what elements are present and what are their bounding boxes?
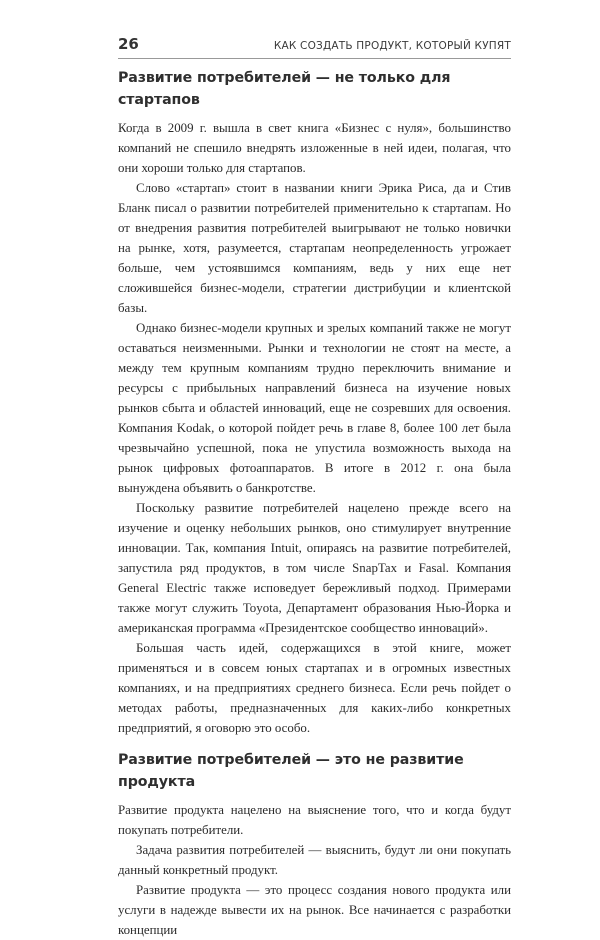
paragraph: Слово «стартап» стоит в названии книги Эрика Риса, да и Стив Бланк писал о развитии потребителей применительно к стартапам. Но от внедрения развития потребителей выигрывают не только новички на рынке, хотя, разумеется, стартапам неопределенность угрожает больше, чем устоявшимся компаниям, ведь у них еще нет сложившейся бизнес-модели, стратегии дистрибуции и клиентской базы. — [118, 181, 511, 315]
page-number: 26 — [118, 35, 139, 53]
section-not-product-development — [118, 749, 511, 940]
page-body — [118, 67, 511, 940]
paragraph: Однако бизнес-модели крупных и зрелых компаний также не могут оставаться неизменными. Рынки и технологии не стоят на месте, а между тем крупным компаниям трудно переключить внимание и ресурсы с прибыльных направлений бизнеса на изучение новых рынков сбыта и областей инноваций, еще не созревших для освоения. Компания Kodak, о которой пойдет речь в главе 8, более 100 лет была чрезвычайно успешной, пока не упустила возможность выхода на рынок цифровых фотоаппаратов. В итоге в 2012 г. она была вынуждена объявить о банкротстве. — [118, 321, 511, 495]
paragraph: Задача развития потребителей — выяснить, будут ли они покупать данный конкретный продукт. — [118, 843, 511, 877]
paragraph: Когда в 2009 г. вышла в свет книга «Бизнес с нуля», большинство компаний не спешило внедрять изложенные в ней идеи, полагая, что они хороши только для стартапов. — [118, 121, 511, 175]
section-heading: Развитие потребителей — не только для стартапов — [118, 70, 451, 108]
running-title: КАК СОЗДАТЬ ПРОДУКТ, КОТОРЫЙ КУПЯТ — [273, 40, 511, 52]
paragraph: Поскольку развитие потребителей нацелено прежде всего на изучение и оценку небольших рынков, оно стимулирует внутренние инновации. Так, компания Intuit, опираясь на развитие потребителей, запустила ряд продуктов, в том числе SnapTax и Fasal. Компания General Electric также исповедует бережливый подход. Примерами также могут служить Toyota, Департамент образования Нью-Йорка и американская программа «Президентское сообщество инноваций». — [118, 501, 511, 635]
section-heading: Развитие потребителей — это не развитие продукта — [118, 752, 464, 790]
page-header — [118, 35, 511, 55]
paragraph: Большая часть идей, содержащихся в этой книге, может применяться и в совсем юных стартапах и в огромных известных компаниях, и на предприятиях среднего бизнеса. Если речь пойдет о методах работы, предназначенных для каких-либо конкретных предприятий, я оговорю это особо. — [118, 641, 511, 735]
section-not-only-startups — [118, 67, 511, 738]
paragraph: Развитие продукта — это процесс создания нового продукта или услуги в надежде вывести их на рынок. Все начинается с разработки концепции — [118, 883, 511, 937]
header-divider — [118, 58, 511, 59]
paragraph: Развитие продукта нацелено на выяснение того, что и когда будут покупать потребители. — [118, 803, 511, 837]
